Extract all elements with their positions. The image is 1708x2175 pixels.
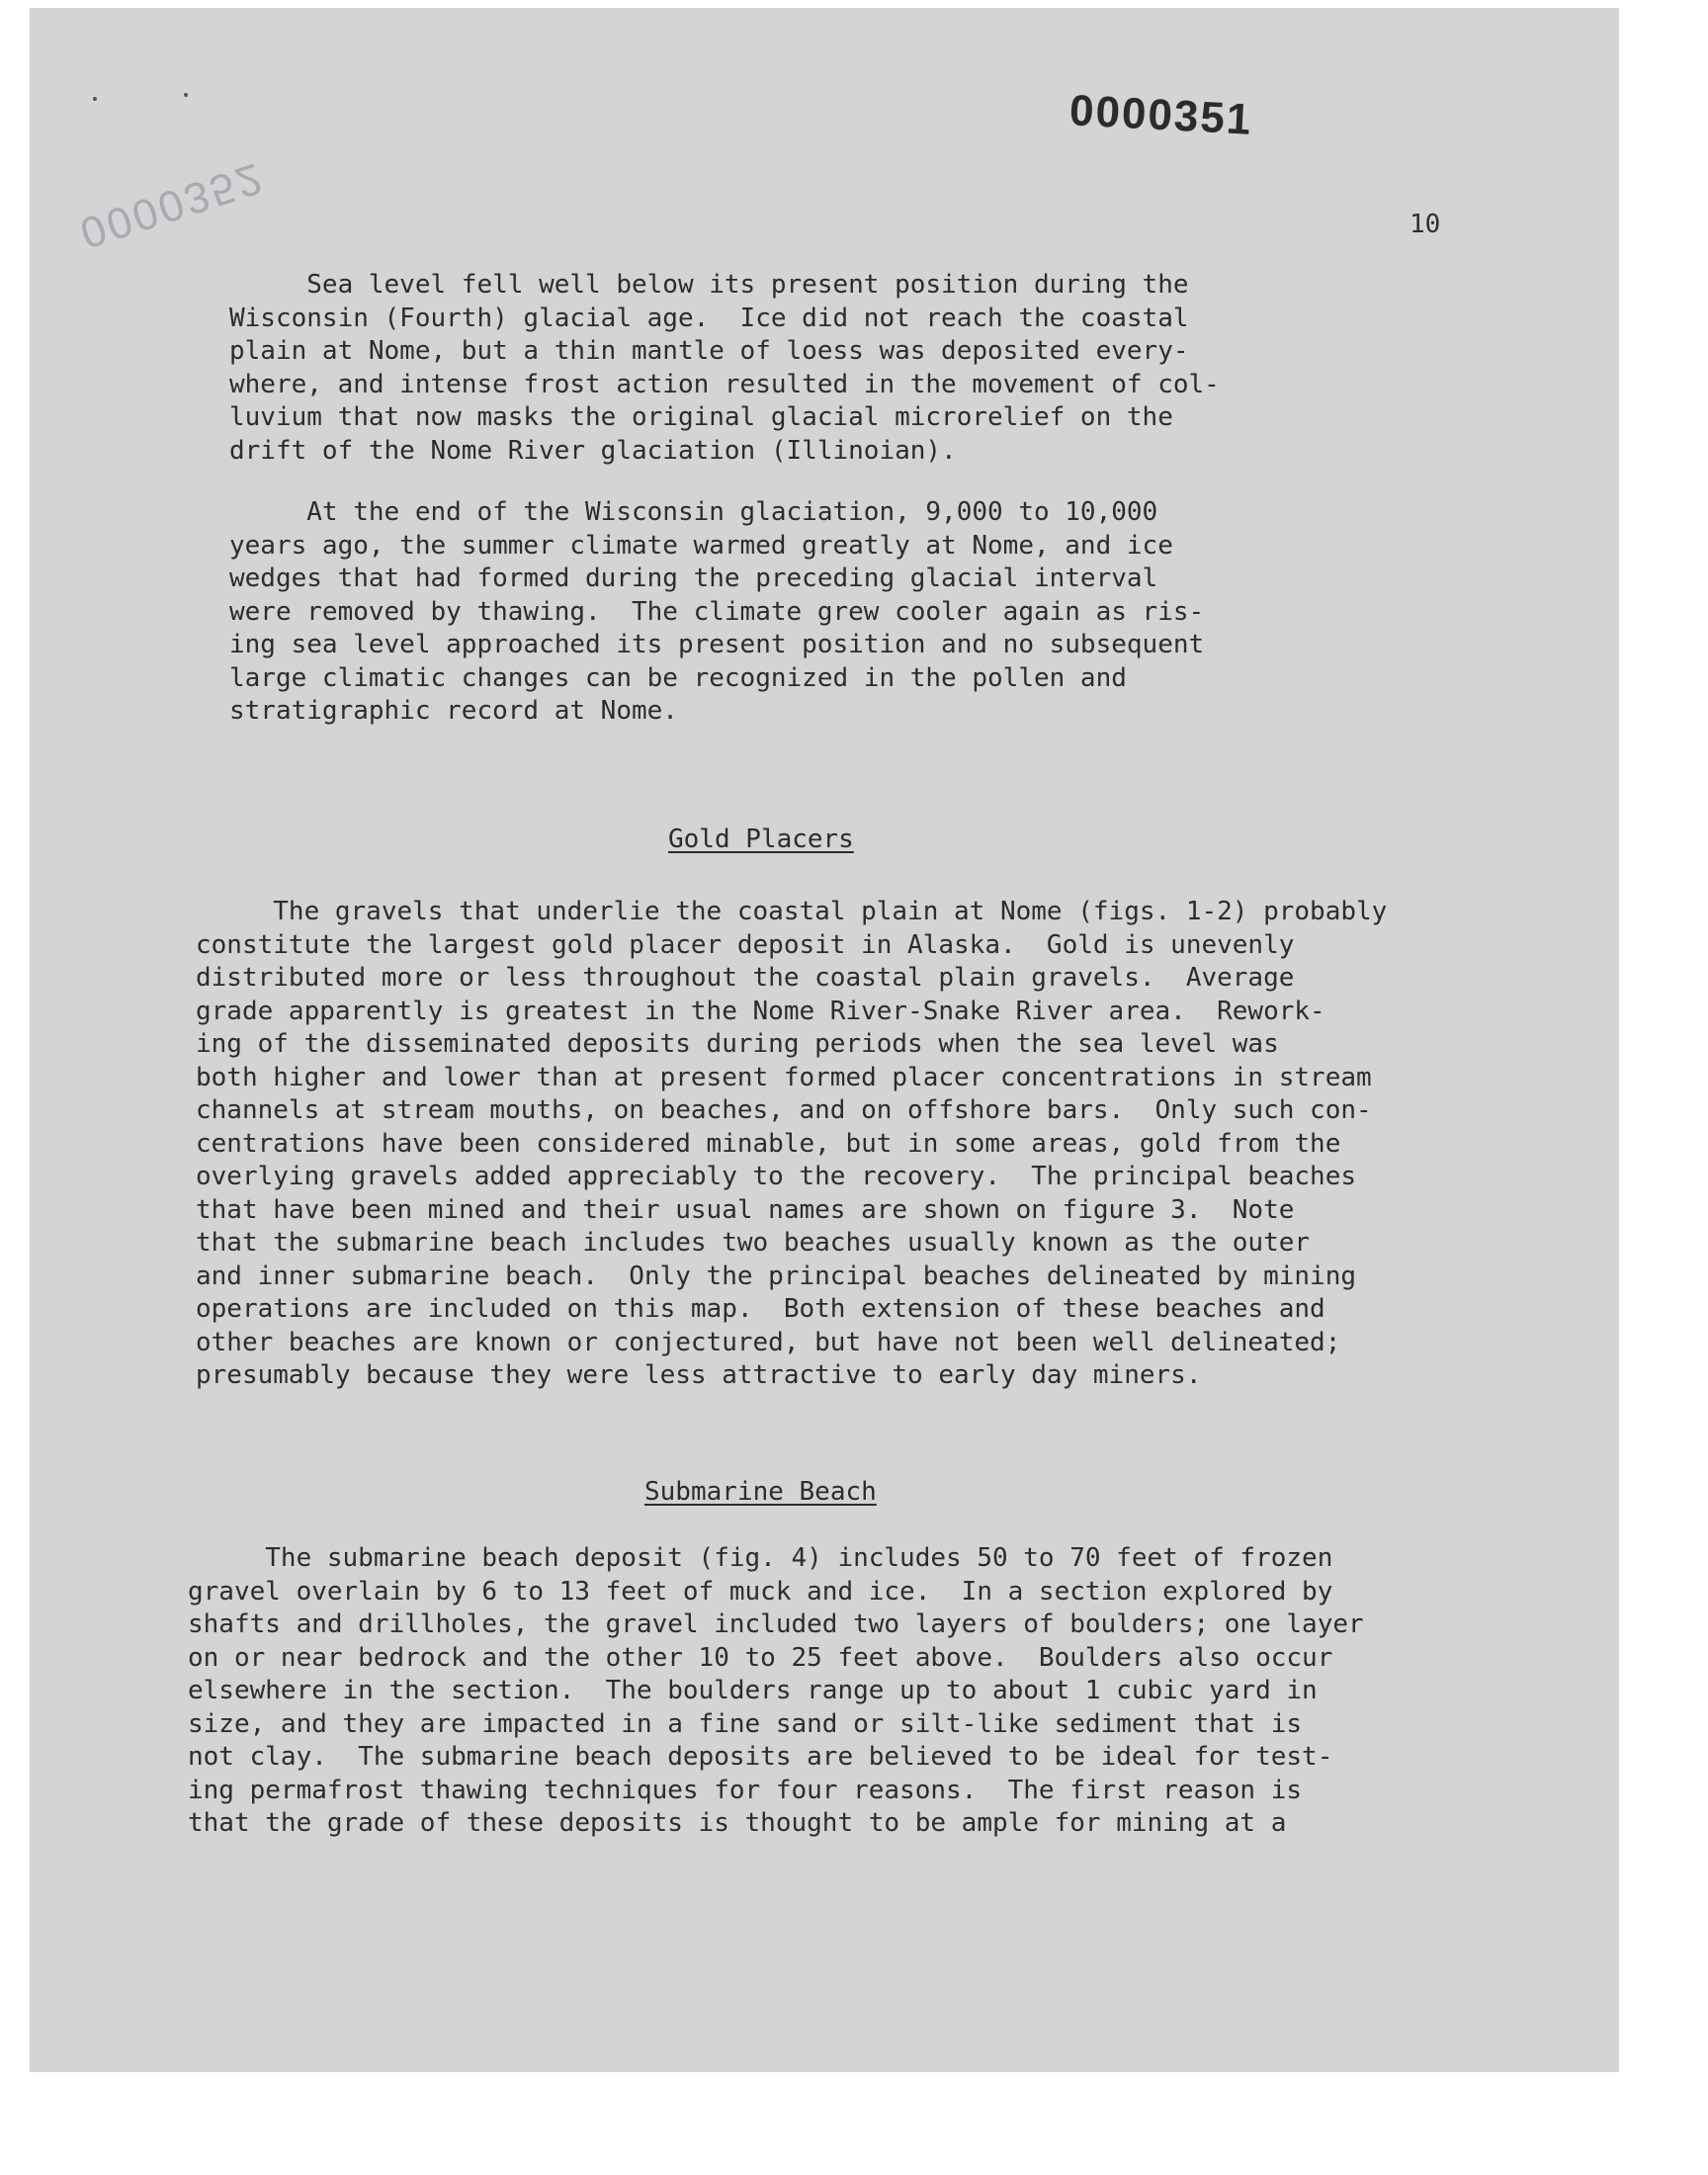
text-line: stratigraphic record at Nome. (229, 696, 678, 726)
paragraph-wisconsin-glaciation (229, 496, 1204, 729)
text-line: and inner submarine beach. Only the principal beaches delineated by mining (196, 1261, 1356, 1291)
text-line: large climatic changes can be recognized in the pollen and (229, 662, 1127, 693)
text-line: that the grade of these deposits is thought to be ample for mining at a (188, 1808, 1287, 1838)
text-line: other beaches are known or conjectured, but have not been well delineated; (196, 1327, 1341, 1357)
text-line: where, and intense frost action resulted in the movement of col- (229, 369, 1220, 399)
paragraph-gold-placers (196, 896, 1387, 1393)
text-line: ing of the disseminated deposits during periods when the sea level was (196, 1029, 1279, 1059)
text-line: that have been mined and their usual names are shown on figure 3. Note (196, 1194, 1295, 1225)
text-line: drift of the Nome River glaciation (Illinoian). (229, 435, 957, 466)
text-line: plain at Nome, but a thin mantle of loess was deposited every- (229, 336, 1189, 366)
document-stamp-number: 0000351 (1068, 86, 1254, 144)
text-line: years ago, the summer climate warmed greatly at Nome, and ice (229, 530, 1173, 561)
text-line: were removed by thawing. The climate grew cooler again as ris- (229, 596, 1205, 627)
text-line: ing sea level approached its present position and no subsequent (229, 630, 1205, 659)
paper-speck (93, 97, 97, 101)
text-line: both higher and lower than at present formed placer concentrations in stream (196, 1062, 1372, 1092)
text-line: channels at stream mouths, on beaches, and on offshore bars. Only such con- (196, 1095, 1372, 1125)
paragraph-sea-level (229, 269, 1220, 468)
text-line: size, and they are impacted in a fine sand or silt-like sediment that is (188, 1708, 1303, 1739)
bleed-through-stamp: 0000352 (74, 152, 271, 258)
text-line: gravel overlain by 6 to 13 feet of muck and ice. In a section explored by (188, 1576, 1333, 1607)
text-line: presumably because they were less attractive to early day miners. (196, 1360, 1202, 1390)
text-line: At the end of the Wisconsin glaciation, 9,000 to 10,000 (229, 497, 1158, 527)
paper-speck (184, 93, 188, 97)
text-line: The gravels that underlie the coastal plain at Nome (figs. 1-2) probably (196, 897, 1388, 926)
text-line: wedges that had formed during the preceding glacial interval (229, 564, 1158, 593)
text-line: on or near bedrock and the other 10 to 25 feet above. Boulders also occur (188, 1642, 1333, 1673)
section-heading-gold-placers: Gold Placers (668, 825, 854, 854)
text-line: shafts and drillholes, the gravel included two layers of boulders; one layer (188, 1610, 1364, 1639)
text-line: luvium that now masks the original glacial microrelief on the (229, 402, 1173, 432)
text-line: overlying gravels added appreciably to the recovery. The principal beaches (196, 1162, 1356, 1191)
text-line: The submarine beach deposit (fig. 4) includes 50 to 70 feet of frozen (188, 1543, 1333, 1573)
text-line: distributed more or less throughout the coastal plain gravels. Average (196, 963, 1295, 993)
text-line: that the submarine beach includes two beaches usually known as the outer (196, 1228, 1311, 1258)
text-line: centrations have been considered minable, but in some areas, gold from the (196, 1128, 1341, 1159)
text-line: grade apparently is greatest in the Nome River-Snake River area. Rework- (196, 996, 1325, 1026)
section-heading-submarine-beach: Submarine Beach (644, 1477, 877, 1507)
document-page (30, 8, 1619, 2072)
text-line: Sea level fell well below its present position during the (229, 270, 1189, 300)
text-line: ing permafrost thawing techniques for four reasons. The first reason is (188, 1775, 1303, 1805)
text-line: operations are included on this map. Both extension of these beaches and (196, 1294, 1325, 1324)
text-line: elsewhere in the section. The boulders range up to about 1 cubic yard in (188, 1676, 1318, 1705)
text-line: Wisconsin (Fourth) glacial age. Ice did not reach the coastal (229, 303, 1189, 333)
page-number: 10 (1409, 210, 1441, 239)
text-line: not clay. The submarine beach deposits are believed to be ideal for test- (188, 1742, 1333, 1772)
text-line: constitute the largest gold placer deposit in Alaska. Gold is unevenly (196, 929, 1295, 960)
paragraph-submarine-beach (188, 1542, 1364, 1841)
